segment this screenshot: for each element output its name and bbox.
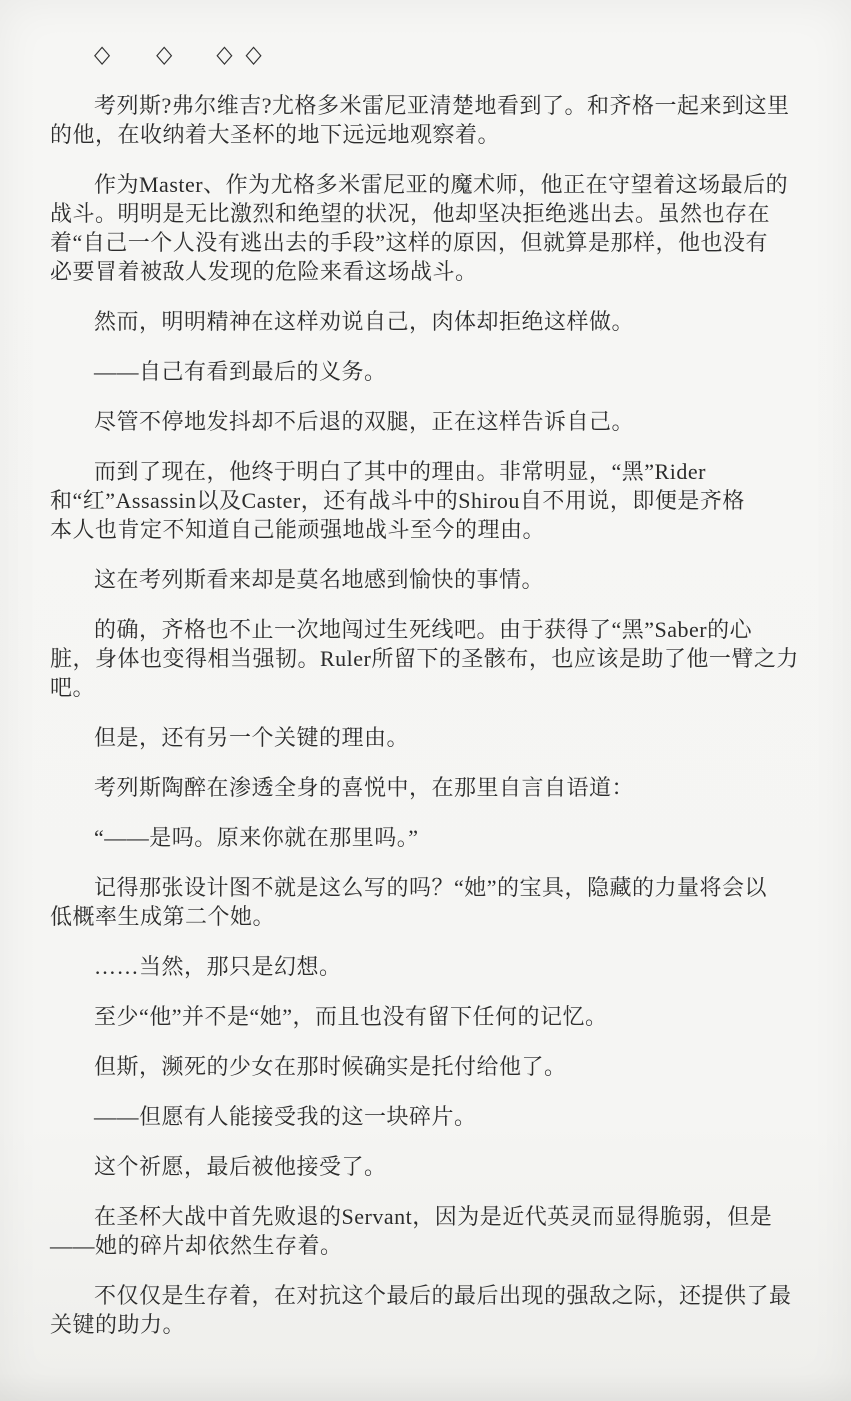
text-line: 和“红”Assassin以及Caster，还有战斗中的Shirou自不用说，即便是齐格 xyxy=(50,488,745,513)
paragraph xyxy=(50,615,817,702)
paragraph xyxy=(50,565,817,594)
paragraph xyxy=(50,407,817,436)
text-line: 考列斯?弗尔维吉?尤格多米雷尼亚清楚地看到了。和齐格一起来到这里 xyxy=(94,93,790,118)
text-line: 这在考列斯看来却是莫名地感到愉快的事情。 xyxy=(94,567,545,592)
paragraph xyxy=(50,307,817,336)
text-line: 战斗。明明是无比激烈和绝望的状况，他却坚决拒绝逃出去。虽然也存在 xyxy=(50,201,771,226)
paragraph xyxy=(50,952,817,981)
diamond-icon: ◇ xyxy=(156,40,173,68)
paragraph xyxy=(50,170,817,286)
paragraph xyxy=(50,1152,817,1181)
paragraph xyxy=(50,1281,817,1339)
text-line: 在圣杯大战中首先败退的Servant，因为是近代英灵而显得脆弱，但是 xyxy=(94,1204,773,1229)
text-line: 不仅仅是生存着，在对抗这个最后的最后出现的强敌之际，还提供了最 xyxy=(94,1283,792,1308)
paragraph xyxy=(50,1102,817,1131)
text-line: 作为Master、作为尤格多米雷尼亚的魔术师，他正在守望着这场最后的 xyxy=(94,172,789,197)
text-line: ——但愿有人能接受我的这一块碎片。 xyxy=(94,1104,477,1129)
text-line: ……当然，那只是幻想。 xyxy=(94,954,342,979)
text-line: ——她的碎片却依然生存着。 xyxy=(50,1233,343,1258)
paragraph xyxy=(50,823,817,852)
paragraph xyxy=(50,357,817,386)
text-line: 吧。 xyxy=(50,675,96,700)
text-line: 本人也肯定不知道自己能顽强地战斗至今的理由。 xyxy=(50,517,546,542)
text-line: 考列斯陶醉在渗透全身的喜悦中，在那里自言自语道： xyxy=(94,775,635,800)
text-line: 但斯，濒死的少女在那时候确实是托付给他了。 xyxy=(94,1054,567,1079)
paragraph xyxy=(50,773,817,802)
paragraph xyxy=(50,1202,817,1260)
text-line: 低概率生成第二个她。 xyxy=(50,904,276,929)
text-line: “——是吗。原来你就在那里吗。” xyxy=(94,825,419,850)
diamond-icon: ◇ xyxy=(245,40,262,68)
diamond-icon: ◇ xyxy=(94,40,111,68)
paragraph xyxy=(50,457,817,544)
paragraph xyxy=(50,1052,817,1081)
text-line: 的他，在收纳着大圣杯的地下远远地观察着。 xyxy=(50,122,501,147)
page-text xyxy=(50,91,817,1339)
section-divider xyxy=(50,40,817,69)
text-line: 至少“他”并不是“她”，而且也没有留下任何的记忆。 xyxy=(94,1004,608,1029)
paragraph xyxy=(50,1002,817,1031)
text-line: ——自己有看到最后的义务。 xyxy=(94,359,387,384)
text-line: 尽管不停地发抖却不后退的双腿，正在这样告诉自己。 xyxy=(94,409,635,434)
text-line: 记得那张设计图不就是这么写的吗？“她”的宝具，隐藏的力量将会以 xyxy=(94,875,768,900)
text-line: 着“自己一个人没有逃出去的手段”这样的原因，但就算是那样，他也没有 xyxy=(50,230,769,255)
paragraph xyxy=(50,723,817,752)
text-line: 的确，齐格也不止一次地闯过生死线吧。由于获得了“黑”Saber的心 xyxy=(94,617,753,642)
paragraph xyxy=(50,91,817,149)
paragraph xyxy=(50,873,817,931)
text-line: 必要冒着被敌人发现的危险来看这场战斗。 xyxy=(50,259,478,284)
text-line: 然而，明明精神在这样劝说自己，肉体却拒绝这样做。 xyxy=(94,309,635,334)
text-line: 脏，身体也变得相当强韧。Ruler所留下的圣骸布，也应该是助了他一臂之力 xyxy=(50,646,799,671)
text-line: 而到了现在，他终于明白了其中的理由。非常明显，“黑”Rider xyxy=(94,459,706,484)
diamond-icon: ◇ xyxy=(216,40,233,68)
text-line: 关键的助力。 xyxy=(50,1312,186,1337)
text-line: 但是，还有另一个关键的理由。 xyxy=(94,725,410,750)
text-line: 这个祈愿，最后被他接受了。 xyxy=(94,1154,387,1179)
